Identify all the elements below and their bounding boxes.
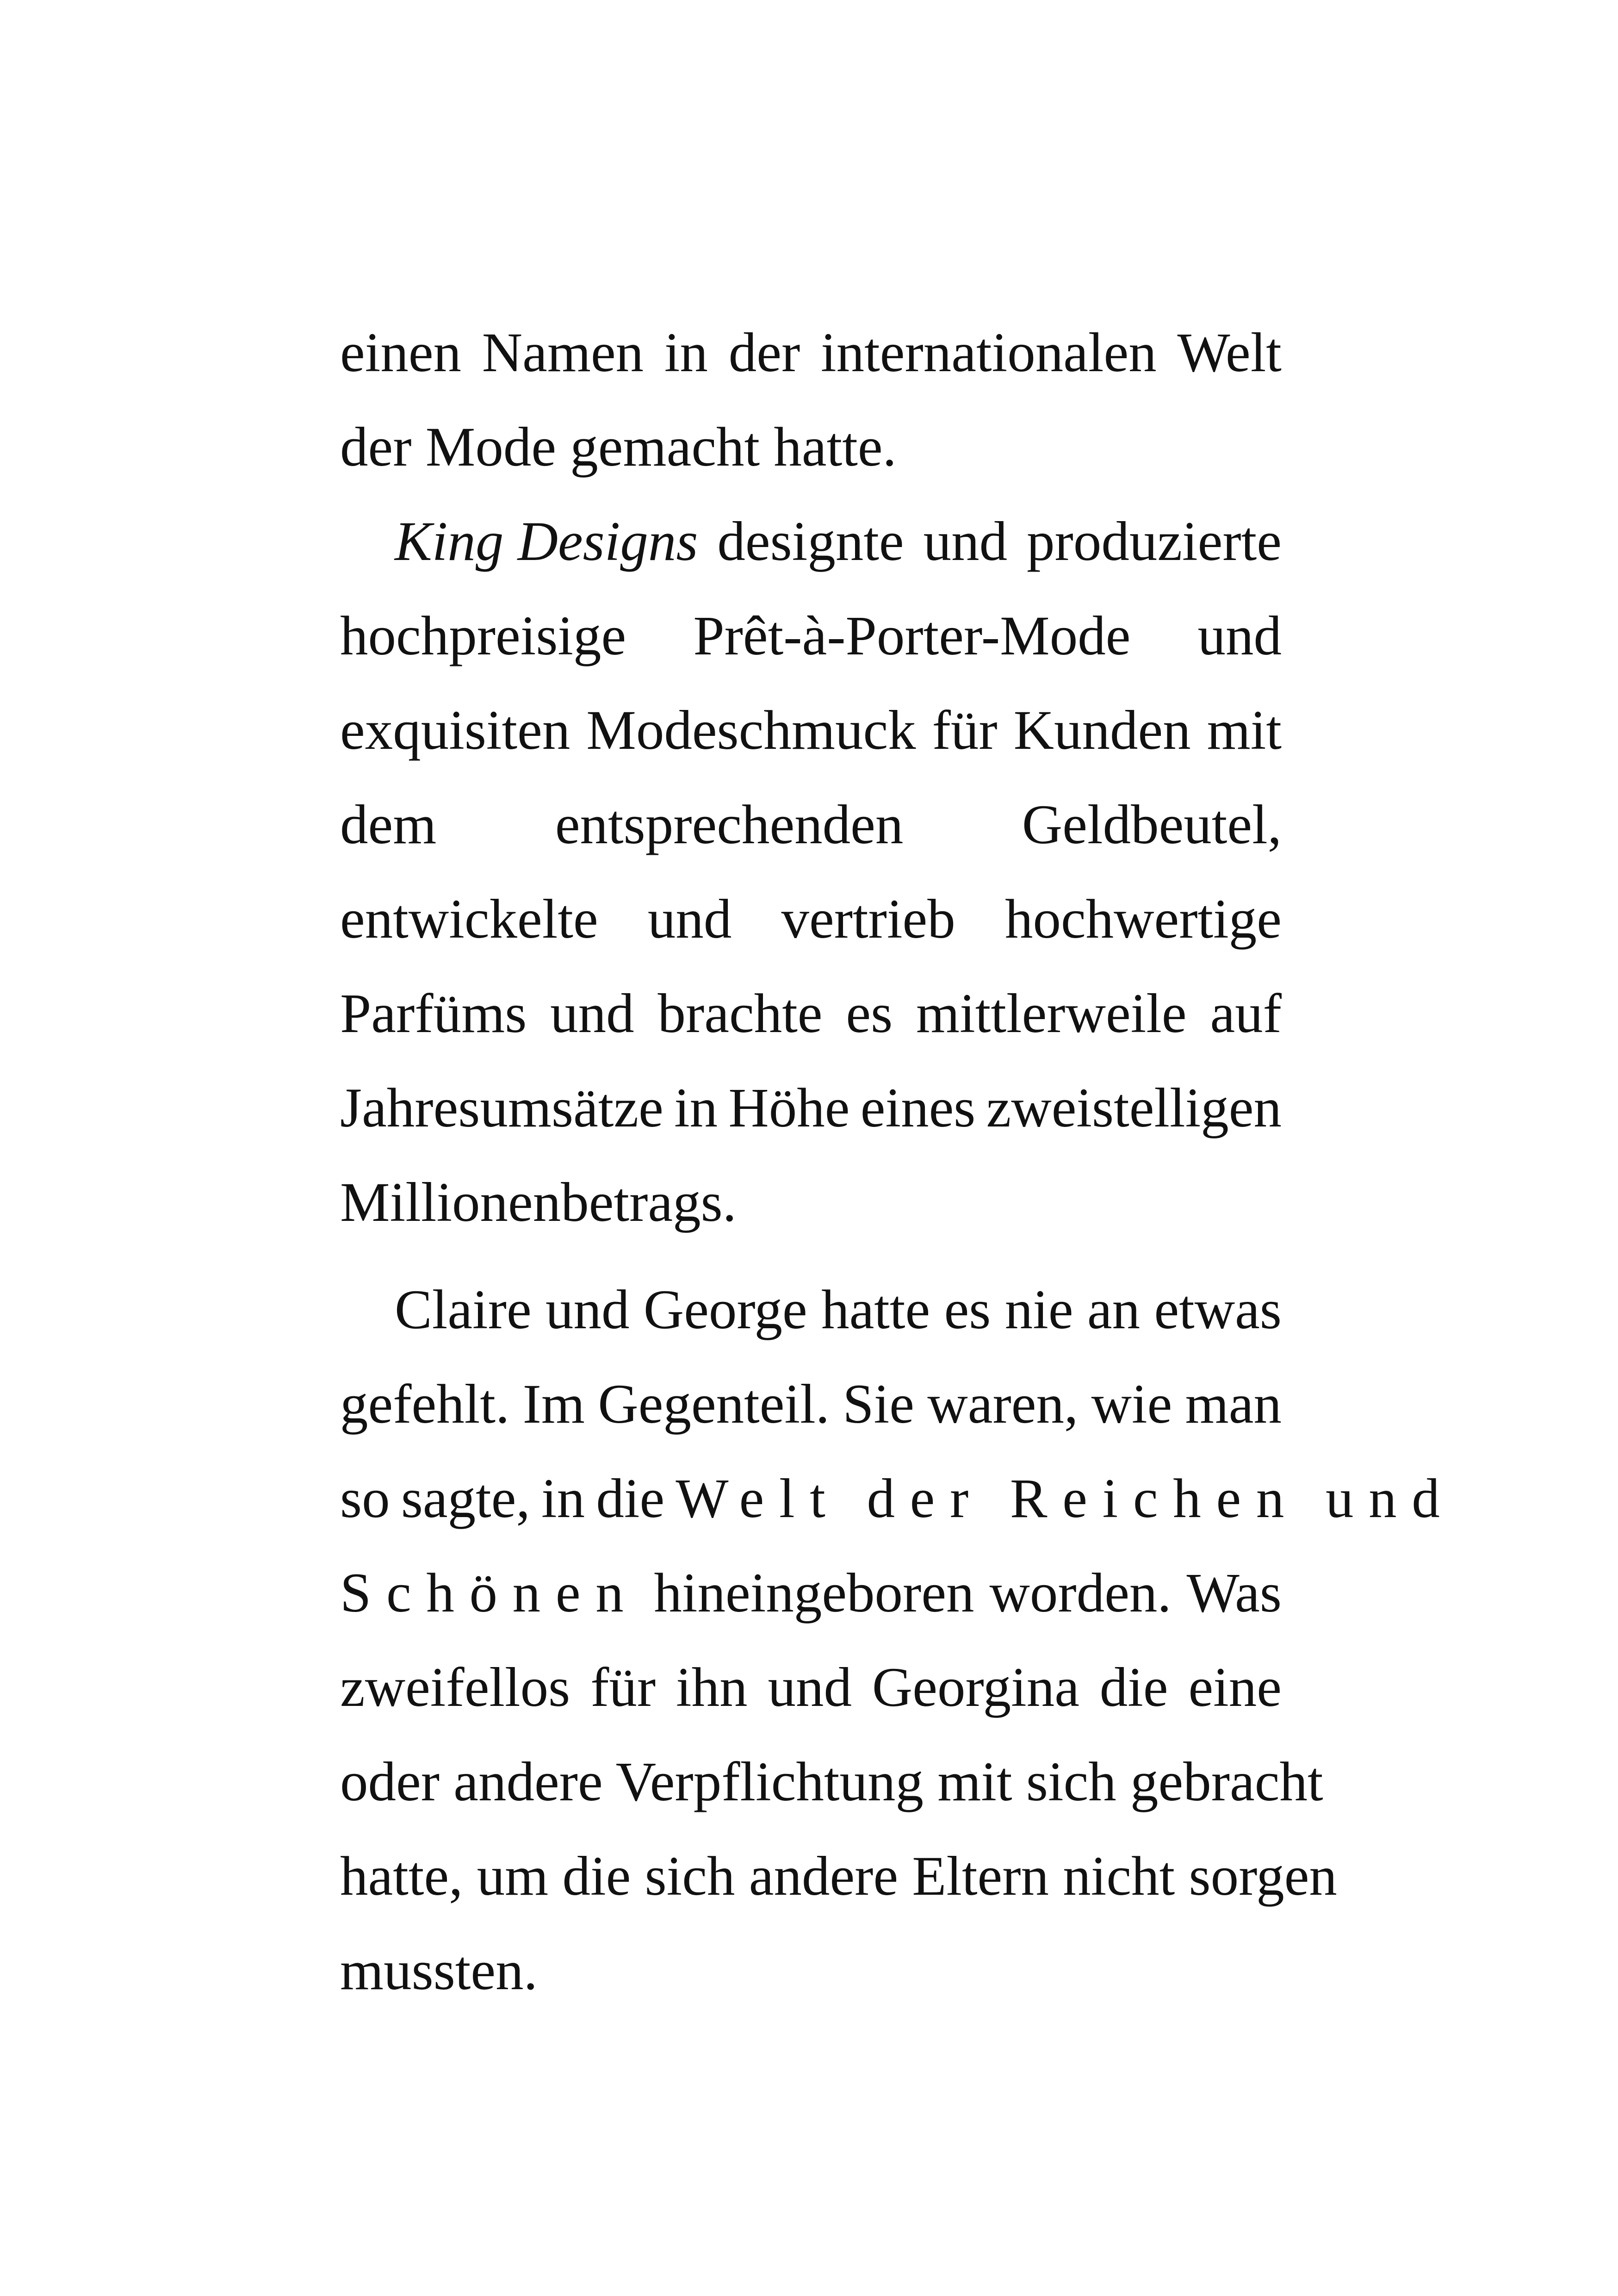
word: produzierte: [1027, 510, 1282, 572]
word: Kunden: [1013, 699, 1191, 761]
text-line: [340, 494, 1282, 589]
word: Georgina: [872, 1656, 1079, 1718]
word: Höhe: [728, 1077, 850, 1139]
word: an: [1087, 1279, 1141, 1341]
line-text: mussten.: [340, 1940, 538, 2002]
text-line: [340, 305, 1282, 400]
word: und: [923, 510, 1008, 572]
company-name: King Designs: [395, 510, 698, 572]
word: entsprechenden: [555, 794, 904, 856]
word: hineingeboren: [654, 1562, 974, 1624]
text-line: [340, 1829, 1337, 1923]
body-text: [340, 305, 1455, 2018]
word: mittlerweile: [916, 983, 1187, 1045]
word: hochwertige: [1004, 888, 1282, 950]
word: waren,: [927, 1373, 1079, 1435]
word: einen: [340, 322, 462, 384]
word: eines: [860, 1077, 976, 1139]
word: eine: [1188, 1656, 1282, 1718]
word: internationalen: [821, 322, 1157, 384]
word: etwas: [1154, 1279, 1282, 1341]
word: mit: [1207, 699, 1282, 761]
word: in: [664, 322, 708, 384]
word: ihn: [676, 1656, 748, 1718]
word: Parfüms: [340, 983, 527, 1045]
word: der: [728, 322, 800, 384]
word: für: [932, 699, 998, 761]
word: vertrieb: [781, 888, 955, 950]
text-line: [340, 1061, 1282, 1155]
word: hochpreisige: [340, 605, 626, 667]
word: designte: [717, 510, 904, 572]
text-line: [340, 1155, 1282, 1250]
text-line: [340, 966, 1282, 1061]
word: und: [550, 983, 634, 1045]
word: und: [546, 1279, 630, 1341]
spaced-text: Welt der Reichen und: [676, 1468, 1455, 1530]
line-text: hatte, um die sich andere Eltern nicht sorgen: [340, 1845, 1337, 1907]
word: George: [643, 1279, 807, 1341]
word: Gegenteil.: [598, 1373, 830, 1435]
word: für: [590, 1656, 656, 1718]
paragraph: [340, 494, 1282, 1250]
text-line: [340, 1546, 1282, 1640]
text-line: [340, 400, 1282, 494]
text-line: [340, 1357, 1282, 1451]
text-line: [340, 1640, 1282, 1735]
text-line: [340, 1735, 1323, 1829]
word: zweifellos: [340, 1656, 570, 1718]
word: die: [1099, 1656, 1168, 1718]
word: exquisiten: [340, 699, 570, 761]
word: und: [1197, 605, 1282, 667]
spaced-text: Schönen: [340, 1562, 639, 1624]
word: es: [846, 983, 893, 1045]
word: gefehlt.: [340, 1373, 510, 1435]
text-line: [340, 778, 1282, 872]
paragraph-gap: [340, 1250, 1282, 1263]
word: Prêt-à-Porter-Mode: [693, 605, 1131, 667]
text-line: [340, 1923, 1282, 2018]
word: worden.: [989, 1562, 1172, 1624]
word: brachte: [657, 983, 823, 1045]
paragraph: [340, 1263, 1455, 2018]
word: Geldbeutel,: [1022, 794, 1282, 856]
line-text: der Mode gemacht hatte.: [340, 416, 897, 478]
word: in: [674, 1077, 718, 1139]
word: man: [1185, 1373, 1282, 1435]
word: Im: [522, 1373, 585, 1435]
text-line: [340, 1451, 1455, 1546]
word: und: [647, 888, 732, 950]
line-text: oder andere Verpflichtung mit sich gebracht: [340, 1751, 1323, 1813]
word: entwickelte: [340, 888, 598, 950]
paragraph: [340, 305, 1282, 494]
word: hatte: [821, 1279, 930, 1341]
word: Sie: [843, 1373, 914, 1435]
word: Modeschmuck: [586, 699, 916, 761]
word: dem: [340, 794, 437, 856]
text-line: [340, 1263, 1282, 1357]
word: nie: [1004, 1279, 1073, 1341]
word: Jahresumsätze: [340, 1077, 663, 1139]
word: Namen: [482, 322, 644, 384]
word: und: [768, 1656, 852, 1718]
word: auf: [1210, 983, 1282, 1045]
word: Welt: [1177, 322, 1282, 384]
text-line: [340, 589, 1282, 683]
line-text: so sagte, in die: [340, 1468, 676, 1530]
text-line: [340, 683, 1282, 778]
word: Claire: [395, 1279, 532, 1341]
word: wie: [1091, 1373, 1172, 1435]
word: es: [944, 1279, 991, 1341]
line-text: Millionenbetrags.: [340, 1171, 737, 1233]
word: zweistelligen: [986, 1077, 1282, 1139]
text-line: [340, 872, 1282, 966]
word: Was: [1186, 1562, 1282, 1624]
